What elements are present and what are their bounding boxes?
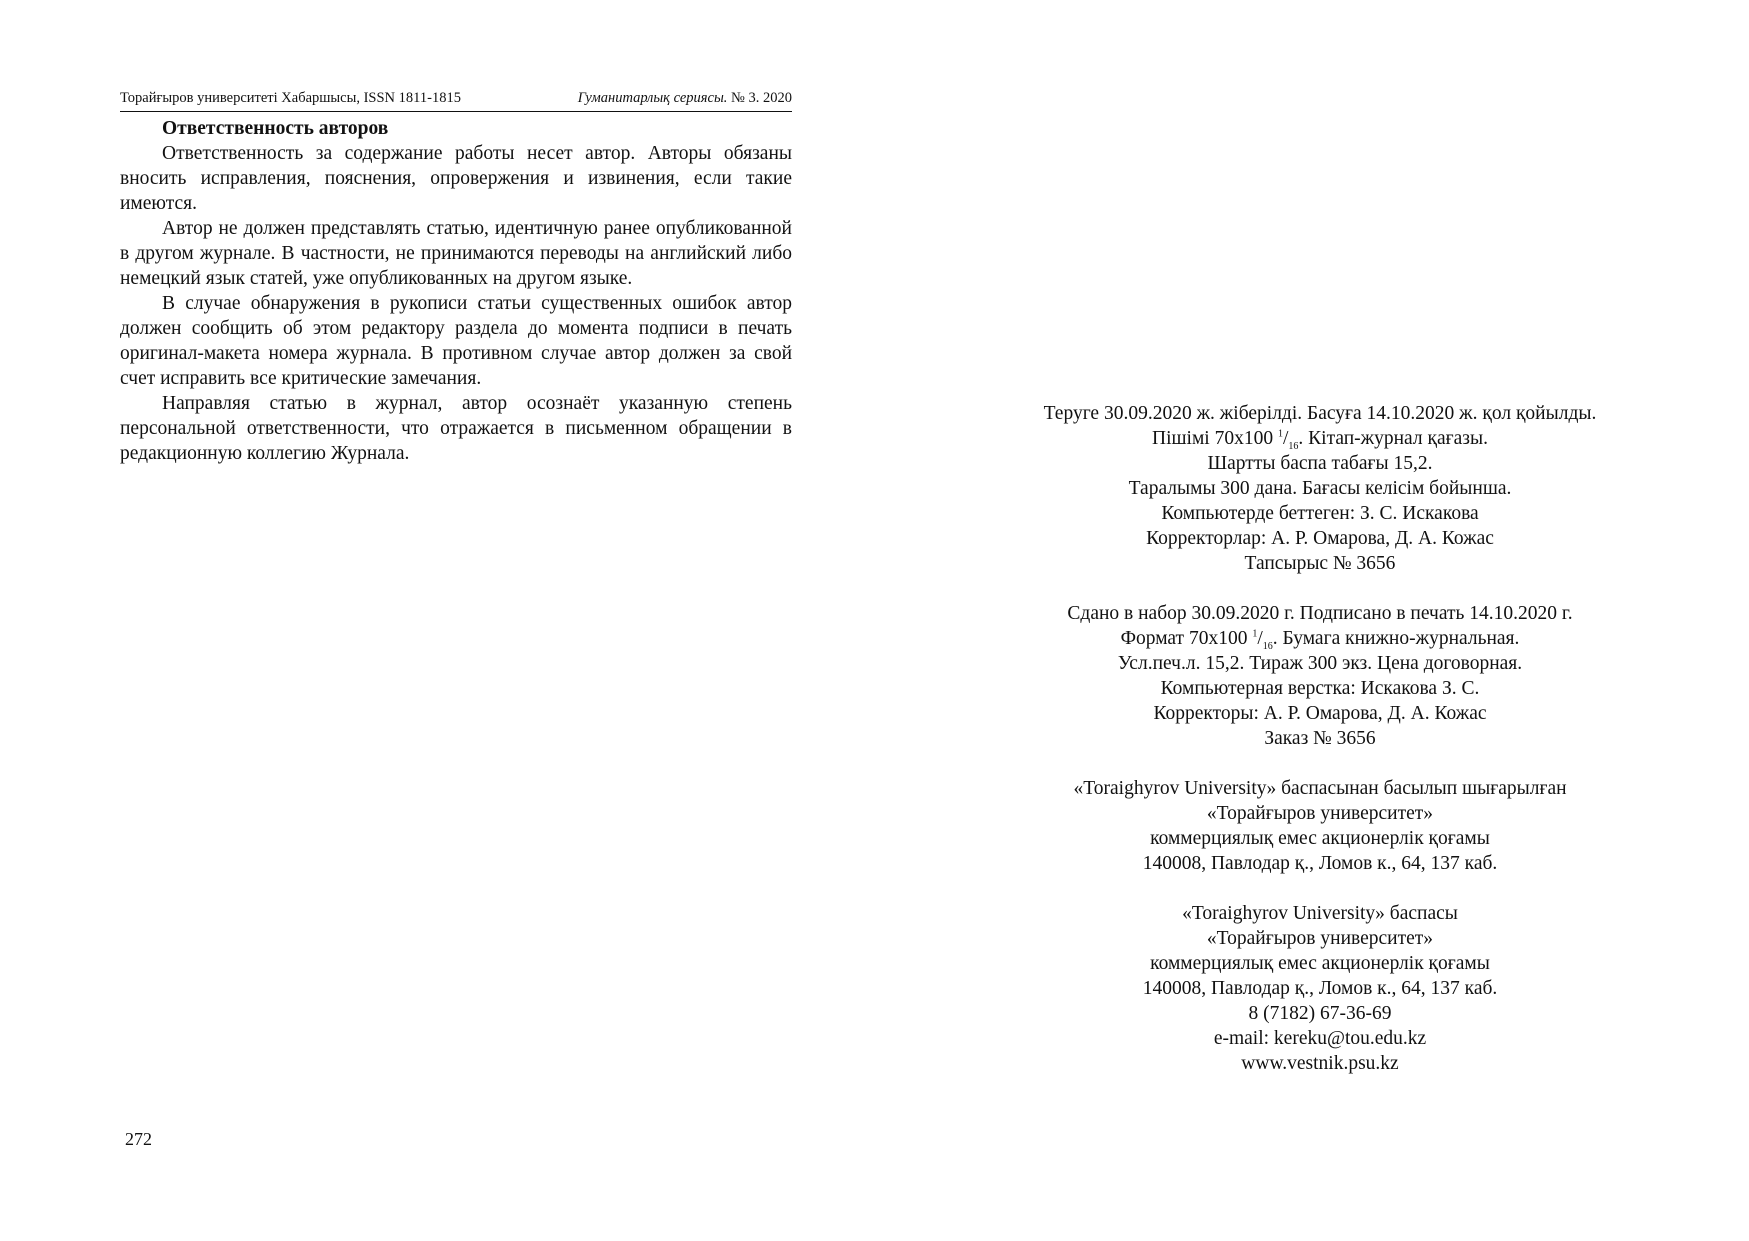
kz-line-1: Теруге 30.09.2020 ж. жіберілді. Басуға 14.10.2020 ж. қол қойылды. [1043, 403, 1597, 424]
paragraph-2: Автор не должен представлять статью, идентичную ранее опубликованной в другом журнале. В частности, не принимаются переводы на английский либо немецкий язык статей, уже опубликованных на другом языке. [120, 218, 792, 289]
issue-number: № 3. 2020 [731, 90, 792, 106]
kz-line-5: Компьютерде беттеген: З. С. Искакова [1161, 503, 1479, 524]
publisher-block-1 [1010, 776, 1630, 876]
ru-format-post: . Бумага книжно-журнальная. [1272, 628, 1520, 649]
ru-imprint [1010, 601, 1630, 751]
kz-format-pre: Пішімі 70х100 [1152, 428, 1274, 449]
publisher2-line: «Торайғыров университет» [1206, 928, 1434, 949]
kz-line-4: Таралымы 300 дана. Бағасы келісім бойынша. [1128, 478, 1512, 499]
publisher1-line: коммерциялық емес акционерлік қоғамы [1150, 828, 1490, 849]
ru-format-pre: Формат 70х100 [1120, 628, 1248, 649]
website-url: www.vestnik.psu.kz [1241, 1053, 1399, 1074]
ru-format-line: Формат 70х100 $^1/_{16}$. Бумага книжно-журнальная. [1120, 628, 1520, 652]
publisher2-line: «Toraighyrov University» баспасы [1182, 903, 1458, 924]
kz-format-line: Пішімі 70х100 $^1/_{16}$. Кітап-журнал қағазы. [1152, 428, 1488, 452]
publisher2-line: 140008, Павлодар қ., Ломов к., 64, 137 каб. [1142, 978, 1498, 999]
paragraph-3: В случае обнаружения в рукописи статьи существенных ошибок автор должен сообщить об этом редактору раздела до момента подписи в печать оригинал-макета номера журнала. В противном случае автор должен за свой счет исправить все критические замечания. [120, 293, 792, 389]
kz-line-6: Корректорлар: А. Р. Омарова, Д. А. Кожас [1146, 528, 1494, 549]
kz-imprint [1010, 401, 1630, 576]
series-issue [578, 90, 792, 107]
paragraph-4: Направляя статью в журнал, автор осознаёт указанную степень персональной ответственности, что отражается в письменном обращении в редакционную коллегию Журнала. [120, 393, 792, 464]
series-name: Гуманитарлық сериясы. [577, 90, 728, 106]
ru-format-den: 16 [1262, 640, 1273, 652]
kz-format-den: 16 [1288, 440, 1299, 452]
publisher1-line: «Toraighyrov University» баспасынан басылып шығарылған [1073, 778, 1567, 799]
publisher2-line: коммерциялық емес акционерлік қоғамы [1150, 953, 1490, 974]
ru-line-3: Усл.печ.л. 15,2. Тираж 300 экз. Цена договорная. [1117, 653, 1523, 674]
kz-line-7: Тапсырыс № 3656 [1244, 553, 1396, 574]
ru-line-1: Сдано в набор 30.09.2020 г. Подписано в печать 14.10.2020 г. [1067, 603, 1573, 624]
kz-format-post: . Кітап-журнал қағазы. [1298, 428, 1488, 449]
running-header [120, 90, 792, 112]
kz-format-num: 1 [1277, 428, 1283, 440]
publisher1-line: «Торайғыров университет» [1206, 803, 1434, 824]
page-number: 272 [125, 1129, 152, 1149]
paragraph-1: Ответственность за содержание работы несет автор. Авторы обязаны вносить исправления, пояснения, опровержения и извинения, если такие имеются. [120, 143, 792, 214]
ru-format-num: 1 [1252, 628, 1258, 640]
phone-number: 8 (7182) 67-36-69 [1248, 1003, 1392, 1024]
left-page [120, 90, 792, 466]
publisher1-line: 140008, Павлодар қ., Ломов к., 64, 137 каб. [1142, 853, 1498, 874]
publisher-block-2 [1010, 901, 1630, 1076]
journal-name: Торайғыров университеті Хабаршысы, ISSN 1811-1815 [120, 90, 461, 106]
kz-line-3: Шартты баспа табағы 15,2. [1207, 453, 1433, 474]
ru-line-5: Корректоры: А. Р. Омарова, Д. А. Кожас [1153, 703, 1487, 724]
email-address: e-mail: kereku@tou.edu.kz [1213, 1028, 1427, 1049]
section-title: Ответственность авторов [162, 118, 389, 139]
ru-line-4: Компьютерная верстка: Искакова З. С. [1160, 678, 1480, 699]
ru-line-6: Заказ № 3656 [1264, 728, 1376, 749]
right-page-imprint [1010, 401, 1630, 1076]
